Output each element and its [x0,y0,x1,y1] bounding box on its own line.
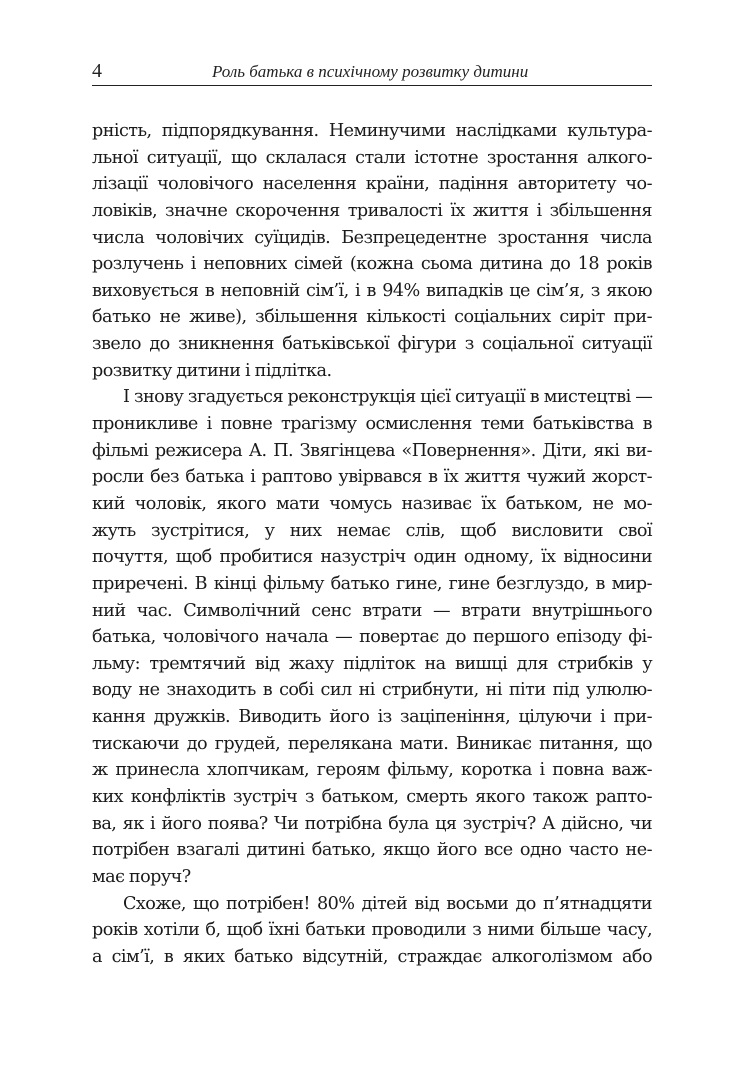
text-line: виховується в неповній сім’ї, і в 94% випадків це сім’я, з якою [92,280,652,301]
text-line: розлучень і неповних сімей (кожна сьома дитина до 18 років [92,254,652,275]
text-line: кання дружків. Виводить його із заціпеніння, цілуючи і при- [92,707,652,728]
text-line: жуть зустрітися, у них немає слів, щоб висловити свої [92,520,652,541]
text-line: рність, підпорядкування. Неминучими наслідками культура- [92,121,652,141]
paragraph [92,891,652,971]
text-line: приречені. В кінці фільму батько гине, гине безглуздо, в мир- [92,573,652,594]
text-line: ж принесла хлопчикам, героям фільму, коротка і повна важ- [92,760,652,781]
header-rule [92,85,652,86]
text-line: ний час. Символічний сенс втрати — втрати внутрішнього [92,600,652,621]
text-line: воду не знаходить в собі сил ні стрибнути, ні піти під улюлю- [92,680,652,701]
text-line: почуття, щоб пробитися назустріч один одному, їх відносини [92,547,652,568]
text-line: звело до зникнення батьківської фігури з соціальної ситуації [92,334,652,355]
text-line: ких конфліктів зустріч з батьком, смерть якого також рапто- [92,787,652,808]
text-line: льму: тремтячий від жаху підліток на вишці для стрибків у [92,653,652,674]
text-line: батько не живе), збільшення кількості соціальних сиріт при- [92,307,652,328]
text-line: ловіків, значне скорочення тривалості їх життя і збільшення [92,200,652,221]
text-line: років хотіли б, щоб їхні батьки проводили з ними більше часу, [92,920,652,941]
text-line: росли без батька і раптово увірвався в їх життя чужий жорст- [92,467,652,488]
text-line: розвитку дитини і підлітка. [92,360,332,381]
paragraph [92,118,652,384]
paragraph [92,384,652,890]
page-number: 4 [92,60,102,82]
text-line: потрібен взагалі дитині батько, якщо його все одно часто не- [92,840,652,861]
text-line: має поруч? [92,866,191,887]
running-title: Роль батька в психічному розвитку дитини [212,62,529,81]
text-line: батька, чоловічого начала — повертає до першого епізоду фі- [92,627,652,648]
text-line: фільмі режисера А. П. Звягінцева «Повернення». Діти, які ви- [92,440,652,461]
text-line: а сім’ї, в яких батько відсутній, страждає алкоголізмом або [92,946,652,967]
text-line: числа чоловічих суїцидів. Безпрецедентне зростання числа [92,227,652,248]
text-line: ва, як і його поява? Чи потрібна була ця зустріч? А дійсно, чи [92,813,652,834]
running-head [92,60,652,84]
text-line: кий чоловік, якого мати чомусь називає їх батьком, не мо- [92,493,652,514]
text-line: тискаючи до грудей, перелякана мати. Виникає питання, що [92,733,652,754]
text-line: проникливе і повне трагізму осмислення теми батьківства в [92,414,652,435]
text-line: лізації чоловічого населення країни, падіння авторитету чо- [92,174,652,195]
body-text [92,118,652,971]
text-line: льної ситуації, що склалася стали істотне зростання алкого- [92,147,652,168]
text-line: Схоже, що потрібен! 80% дітей від восьми до п’ятнадцяти [123,893,652,914]
text-line: І знову згадується реконструкція цієї ситуації в мистецтві — [123,387,653,408]
